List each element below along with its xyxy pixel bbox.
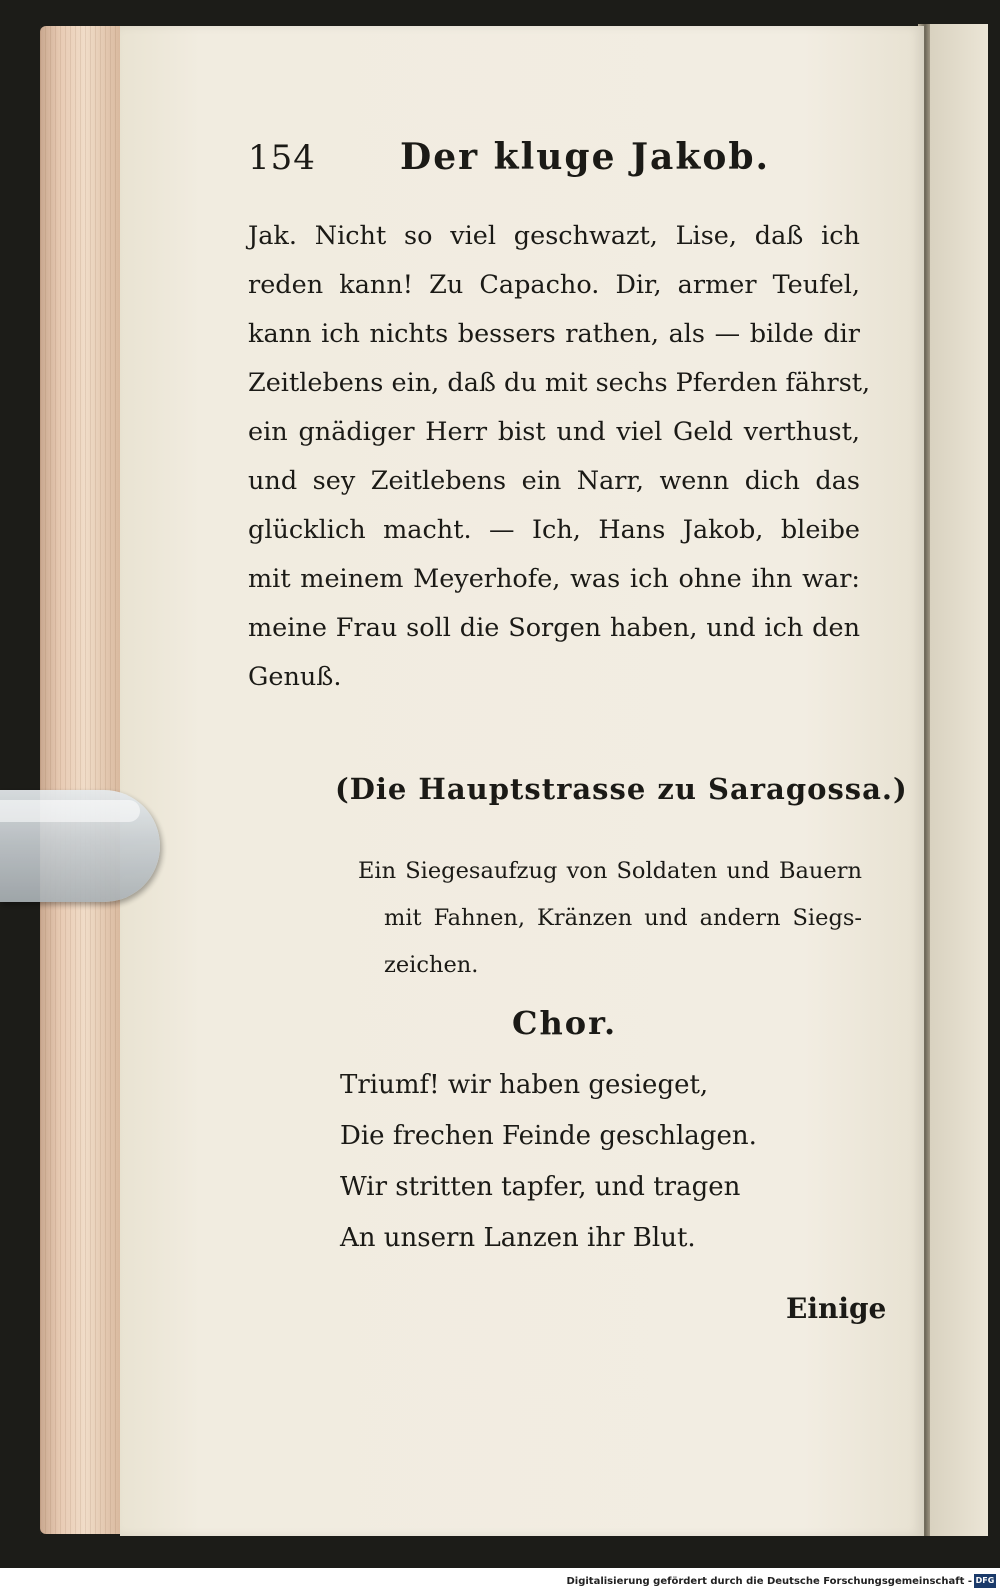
text-line: und sey Zeitlebens ein Narr, wenn dich das (248, 466, 860, 496)
text-line: Genuß. (248, 662, 342, 692)
text-line: mit meinem Meyerhofe, was ich ohne ihn war: (248, 564, 860, 594)
text-line: Zeitlebens ein, daß du mit sechs Pferden fährst, (248, 368, 871, 398)
stage-direction (358, 848, 862, 989)
dfg-logo: DFG (974, 1574, 996, 1588)
dialogue-paragraph (248, 212, 871, 702)
text-line: Ein Siegesaufzug von Soldaten und Bauern (358, 858, 862, 884)
page-number: 154 (248, 138, 316, 178)
book-page-edge-lines (40, 26, 122, 1534)
verse-line: Triumf! wir haben gesieget, (340, 1070, 709, 1100)
facing-page-edge (930, 24, 988, 1536)
text-line: kann ich nichts bessers rathen, als — bilde dir (248, 319, 860, 349)
text-line: ein gnädiger Herr bist und viel Geld verthust, (248, 417, 860, 447)
digitization-credit: Digitalisierung gefördert durch die Deutsche Forschungsgemeinschaft - (566, 1576, 972, 1587)
text-line: mit Fahnen, Kränzen und andern Siegs- (384, 905, 862, 931)
text-line: Jak. Nicht so viel geschwazt, Lise, daß ich (248, 221, 860, 251)
text-line: reden kann! Zu Capacho. Dir, armer Teufel, (248, 270, 860, 300)
verse-line: Wir stritten tapfer, und tragen (340, 1172, 741, 1202)
page-holder-clip-highlight (0, 800, 140, 822)
text-line: glücklich macht. — Ich, Hans Jakob, bleibe (248, 515, 860, 545)
scene-heading: (Die Hauptstrasse zu Saragossa.) (335, 772, 908, 806)
text-line: meine Frau soll die Sorgen haben, und ich den (248, 613, 860, 643)
verse-line: An unsern Lanzen ihr Blut. (340, 1223, 696, 1253)
verse-block (340, 1060, 757, 1264)
text-line: zeichen. (384, 952, 479, 978)
running-title: Der kluge Jakob. (400, 136, 771, 178)
chor-heading: Chor. (512, 1004, 618, 1042)
catchword: Einige (786, 1292, 887, 1325)
verse-line: Die frechen Feinde geschlagen. (340, 1121, 757, 1151)
